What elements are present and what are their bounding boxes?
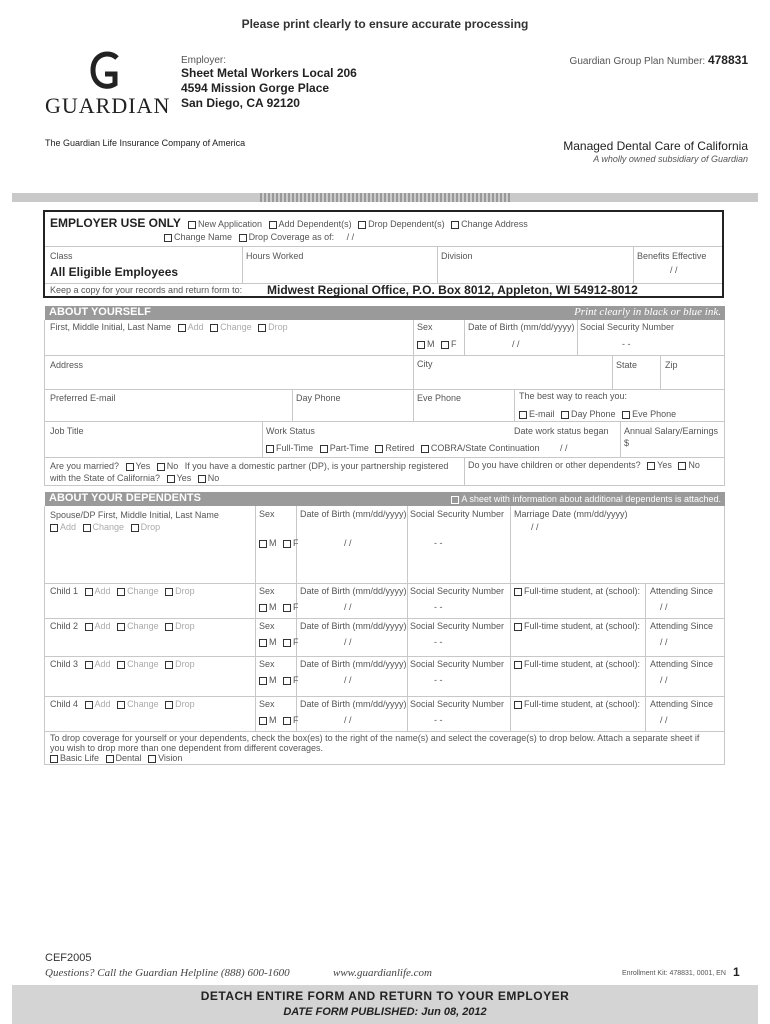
- child-student-checkbox[interactable]: [514, 623, 522, 631]
- child-name-field[interactable]: [50, 659, 195, 669]
- company-name: The Guardian Life Insurance Company of America: [45, 138, 246, 148]
- child-dob-field[interactable]: / /: [344, 675, 352, 685]
- ssn-field[interactable]: - -: [622, 339, 631, 349]
- employer-use-title: EMPLOYER USE ONLY: [50, 216, 181, 230]
- child-label: Child 4: [50, 699, 79, 709]
- dp-yes-label: Yes: [176, 473, 192, 483]
- reach-label: The best way to reach you:: [519, 391, 628, 401]
- reach-day-phone-checkbox[interactable]: [561, 411, 569, 419]
- child-sex-label: Sex: [259, 586, 275, 596]
- child-drop-label: Drop: [175, 586, 195, 596]
- spouse-add-label: Add: [60, 522, 77, 532]
- drop-coverage-label: Drop Coverage as of:: [248, 232, 335, 242]
- name-add-checkbox[interactable]: [178, 324, 186, 332]
- child-sex-f-label: F: [293, 675, 299, 685]
- add-dependents-label: Add Dependent(s): [278, 219, 352, 229]
- child-change-label: Change: [127, 699, 159, 709]
- sheet-note: [447, 493, 721, 506]
- child-student-label: Full-time student, at (school):: [524, 699, 641, 709]
- child-dob-label: Date of Birth (mm/dd/yyyy): [300, 621, 407, 631]
- child-dob-label: Date of Birth (mm/dd/yyyy): [300, 659, 407, 669]
- married-no-checkbox[interactable]: [157, 463, 165, 471]
- child-student-field[interactable]: [510, 621, 640, 631]
- full-time-checkbox[interactable]: [266, 445, 274, 453]
- reach-eve-phone-label: Eve Phone: [632, 409, 677, 419]
- new-application-label: New Application: [197, 219, 263, 229]
- employer-address-2: San Diego, CA 92120: [181, 96, 300, 110]
- division-label: Division: [441, 251, 473, 261]
- hours-worked-label: Hours Worked: [246, 251, 304, 261]
- child-sex-m-label: M: [269, 715, 277, 725]
- child-dob-field[interactable]: / /: [344, 637, 352, 647]
- child-sex-m-label: M: [269, 675, 277, 685]
- spouse-sex-options: [255, 538, 299, 548]
- spouse-add-checkbox[interactable]: [50, 524, 58, 532]
- marriage-date-label: Marriage Date (mm/dd/yyyy): [514, 509, 628, 519]
- benefits-effective-date[interactable]: / /: [670, 265, 678, 275]
- child-dob-label: Date of Birth (mm/dd/yyyy): [300, 586, 407, 596]
- change-address-label: Change Address: [461, 219, 528, 229]
- child-drop-label: Drop: [175, 659, 195, 669]
- dp-question: If you have a domestic partner (DP), is your partnership registered: [184, 461, 449, 471]
- guardian-logo: [45, 50, 171, 120]
- return-address: Midwest Regional Office, P.O. Box 8012, Appleton, WI 54912-8012: [267, 283, 638, 297]
- married-no-label: No: [166, 461, 179, 471]
- dob-label: Date of Birth (mm/dd/yyyy): [468, 322, 575, 332]
- part-time-checkbox[interactable]: [320, 445, 328, 453]
- employer-use-row2: [160, 232, 354, 242]
- name-change-checkbox[interactable]: [210, 324, 218, 332]
- child-attending-label: Attending Since: [650, 699, 714, 709]
- change-name-label: Change Name: [174, 232, 233, 242]
- child-ssn-field[interactable]: - -: [434, 675, 443, 685]
- child-sex-f-checkbox[interactable]: [283, 604, 291, 612]
- cobra-checkbox[interactable]: [421, 445, 429, 453]
- child-ssn-label: Social Security Number: [410, 699, 505, 709]
- dob-field[interactable]: / /: [512, 339, 520, 349]
- sex-m-label: M: [427, 339, 435, 349]
- date-published: DATE FORM PUBLISHED: Jun 08, 2012: [283, 1006, 487, 1018]
- child-drop-checkbox[interactable]: [165, 661, 173, 669]
- reach-email-label: E-mail: [529, 409, 555, 419]
- drop-coverage-note: [50, 733, 720, 763]
- spouse-change-checkbox[interactable]: [83, 524, 91, 532]
- work-date-label: Date work status began: [514, 426, 609, 436]
- child-label: Child 2: [50, 621, 79, 631]
- child-label: Child 3: [50, 659, 79, 669]
- child-dob-field[interactable]: / /: [344, 602, 352, 612]
- name-change-label: Change: [220, 322, 252, 332]
- child-drop-checkbox[interactable]: [165, 588, 173, 596]
- child-drop-checkbox[interactable]: [165, 701, 173, 709]
- return-label: Keep a copy for your records and return form to:: [50, 285, 243, 295]
- drop-coverage-date[interactable]: / /: [346, 232, 355, 242]
- state-label: State: [616, 360, 638, 370]
- child-add-checkbox[interactable]: [85, 701, 93, 709]
- child-attending-label: Attending Since: [650, 621, 714, 631]
- class-value[interactable]: All Eligible Employees: [50, 265, 179, 279]
- child-name-field[interactable]: [50, 621, 195, 631]
- child-ssn-label: Social Security Number: [410, 621, 505, 631]
- day-phone-label: Day Phone: [296, 393, 341, 403]
- child-attending-label: Attending Since: [650, 659, 714, 669]
- name-field[interactable]: [50, 322, 288, 332]
- child-change-checkbox[interactable]: [117, 623, 125, 631]
- child-sex-label: Sex: [259, 699, 275, 709]
- child-student-field[interactable]: [510, 699, 640, 709]
- child-change-label: Change: [127, 621, 159, 631]
- job-title-label: Job Title: [50, 426, 84, 436]
- child-change-checkbox[interactable]: [117, 701, 125, 709]
- child-ssn-field[interactable]: - -: [434, 715, 443, 725]
- name-label: First, Middle Initial, Last Name: [50, 322, 172, 332]
- dependents-title: ABOUT YOUR DEPENDENTS: [49, 492, 201, 504]
- spouse-label: Spouse/DP First, Middle Initial, Last Name: [50, 510, 219, 520]
- child-sex-f-checkbox[interactable]: [283, 677, 291, 685]
- child-sex-m-label: M: [269, 602, 277, 612]
- barcode-strip: [260, 193, 510, 202]
- children-no-label: No: [688, 460, 700, 470]
- child-change-label: Change: [127, 586, 159, 596]
- plan-subtitle: A wholly owned subsidiary of Guardian: [593, 154, 748, 164]
- change-address-checkbox[interactable]: [451, 221, 459, 229]
- group-plan-number: 478831: [707, 53, 748, 67]
- work-status-label: Work Status: [266, 426, 315, 436]
- child-sex-m-checkbox[interactable]: [259, 639, 267, 647]
- spouse-sex-label: Sex: [259, 509, 275, 519]
- marriage-date-field[interactable]: / /: [531, 522, 539, 532]
- child-sex-m-checkbox[interactable]: [259, 717, 267, 725]
- work-date-field[interactable]: / /: [560, 443, 568, 453]
- spouse-sex-f-label: F: [293, 538, 299, 548]
- retired-checkbox[interactable]: [375, 445, 383, 453]
- employer-label: Employer:: [181, 55, 227, 66]
- children-question: [468, 460, 700, 470]
- logo-text: GUARDIAN: [45, 93, 171, 118]
- child-dob-field[interactable]: / /: [344, 715, 352, 725]
- sheet-note-text: A sheet with information about additional dependents is attached.: [461, 494, 721, 504]
- drop-note-line2: you wish to drop more than one dependent from different coverages.: [50, 743, 324, 753]
- reach-options: [515, 409, 676, 419]
- child-label: Child 1: [50, 586, 79, 596]
- child-sex-options: [255, 715, 299, 725]
- dental-label: Dental: [115, 753, 142, 763]
- city-label: City: [417, 359, 433, 369]
- vision-checkbox[interactable]: [148, 755, 156, 763]
- employer-use-row1: [50, 216, 528, 231]
- child-ssn-label: Social Security Number: [410, 586, 505, 596]
- child-add-label: Add: [94, 586, 111, 596]
- married-yes-checkbox[interactable]: [126, 463, 134, 471]
- new-application-checkbox[interactable]: [188, 221, 196, 229]
- child-sex-options: [255, 675, 299, 685]
- spouse-change-label: Change: [92, 522, 125, 532]
- child-attending-field[interactable]: / /: [660, 637, 668, 647]
- enrollment-kit: Enrollment Kit: 478831, 0001, EN: [622, 970, 726, 977]
- group-plan-label: Guardian Group Plan Number:: [569, 56, 706, 67]
- part-time-label: Part-Time: [329, 443, 369, 453]
- change-name-checkbox[interactable]: [164, 234, 172, 242]
- child-sex-m-checkbox[interactable]: [259, 604, 267, 612]
- child-name-field[interactable]: [50, 586, 195, 596]
- child-change-checkbox[interactable]: [117, 588, 125, 596]
- child-sex-f-checkbox[interactable]: [283, 717, 291, 725]
- employer-name: Sheet Metal Workers Local 206: [181, 66, 357, 80]
- spouse-ssn-label: Social Security Number: [410, 509, 505, 519]
- name-drop-checkbox[interactable]: [258, 324, 266, 332]
- dp-yes-checkbox[interactable]: [167, 475, 175, 483]
- website[interactable]: www.guardianlife.com: [333, 967, 432, 979]
- child-attending-label: Attending Since: [650, 586, 714, 596]
- full-time-label: Full-Time: [276, 443, 314, 453]
- plan-title: Managed Dental Care of California: [563, 139, 748, 153]
- group-plan: [570, 53, 748, 67]
- vision-label: Vision: [158, 753, 183, 763]
- drop-dependents-label: Drop Dependent(s): [368, 219, 445, 229]
- salary-label: Annual Salary/Earnings: [624, 426, 719, 436]
- ink-note: Print clearly in black or blue ink.: [574, 306, 721, 318]
- about-yourself-bar: [45, 306, 725, 320]
- employer-address-1: 4594 Mission Gorge Place: [181, 81, 330, 95]
- dp-question-2: with the State of California?: [50, 473, 161, 483]
- child-drop-label: Drop: [175, 699, 195, 709]
- employer-block: [181, 66, 357, 111]
- guardian-g-icon: [87, 50, 127, 92]
- spouse-name-field[interactable]: [50, 509, 219, 533]
- reach-eve-phone-checkbox[interactable]: [622, 411, 630, 419]
- helpline: Questions? Call the Guardian Helpline (888) 600-1600: [45, 967, 290, 979]
- child-add-label: Add: [94, 621, 111, 631]
- spouse-sex-f-checkbox[interactable]: [283, 540, 291, 548]
- child-sex-label: Sex: [259, 621, 275, 631]
- basic-life-checkbox[interactable]: [50, 755, 58, 763]
- child-sex-m-checkbox[interactable]: [259, 677, 267, 685]
- cobra-label: COBRA/State Continuation: [430, 443, 540, 453]
- detach-instruction: DETACH ENTIRE FORM AND RETURN TO YOUR EMPLOYER: [200, 989, 570, 1003]
- child-attending-field[interactable]: / /: [660, 675, 668, 685]
- print-instruction: Please print clearly to ensure accurate processing: [241, 17, 529, 31]
- child-student-checkbox[interactable]: [514, 588, 522, 596]
- dependents-bar: [45, 492, 725, 506]
- child-drop-label: Drop: [175, 621, 195, 631]
- child-add-checkbox[interactable]: [85, 623, 93, 631]
- married-question: Are you married?: [50, 461, 120, 471]
- work-status-options: [262, 443, 539, 453]
- child-add-checkbox[interactable]: [85, 661, 93, 669]
- footer-band: [12, 985, 758, 1024]
- child-add-checkbox[interactable]: [85, 588, 93, 596]
- ssn-label: Social Security Number: [580, 322, 675, 332]
- child-name-field[interactable]: [50, 699, 195, 709]
- child-student-field[interactable]: [510, 586, 640, 596]
- child-change-label: Change: [127, 659, 159, 669]
- child-drop-checkbox[interactable]: [165, 623, 173, 631]
- child-ssn-field[interactable]: - -: [434, 602, 443, 612]
- child-student-label: Full-time student, at (school):: [524, 659, 641, 669]
- child-change-checkbox[interactable]: [117, 661, 125, 669]
- sheet-attached-checkbox[interactable]: [451, 496, 459, 504]
- form-code: CEF2005: [45, 952, 92, 964]
- child-sex-options: [255, 602, 299, 612]
- reach-day-phone-label: Day Phone: [571, 409, 616, 419]
- spouse-drop-checkbox[interactable]: [131, 524, 139, 532]
- email-label: Preferred E-mail: [50, 393, 116, 403]
- spouse-sex-m-checkbox[interactable]: [259, 540, 267, 548]
- child-add-label: Add: [94, 699, 111, 709]
- child-add-label: Add: [94, 659, 111, 669]
- child-attending-field[interactable]: / /: [660, 602, 668, 612]
- benefits-effective-label: Benefits Effective: [637, 251, 707, 261]
- child-student-label: Full-time student, at (school):: [524, 586, 641, 596]
- child-ssn-field[interactable]: - -: [434, 637, 443, 647]
- salary-field[interactable]: $: [624, 438, 630, 448]
- dependents-box: [44, 506, 725, 765]
- about-yourself-title: ABOUT YOURSELF: [49, 306, 151, 318]
- child-sex-f-checkbox[interactable]: [283, 639, 291, 647]
- spouse-ssn-field[interactable]: - -: [434, 538, 443, 548]
- child-student-checkbox[interactable]: [514, 701, 522, 709]
- class-label: Class: [50, 251, 73, 261]
- sex-f-checkbox[interactable]: [441, 341, 449, 349]
- address-label: Address: [50, 360, 84, 370]
- sex-label: Sex: [417, 322, 433, 332]
- dental-checkbox[interactable]: [106, 755, 114, 763]
- zip-label: Zip: [665, 360, 678, 370]
- retired-label: Retired: [385, 443, 415, 453]
- children-question-text: Do you have children or other dependents?: [468, 460, 641, 470]
- basic-life-label: Basic Life: [60, 753, 100, 763]
- child-sex-label: Sex: [259, 659, 275, 669]
- child-sex-options: [255, 637, 299, 647]
- children-no-checkbox[interactable]: [678, 462, 686, 470]
- spouse-dob-field[interactable]: / /: [344, 538, 352, 548]
- sex-f-label: F: [451, 339, 457, 349]
- eve-phone-label: Eve Phone: [417, 393, 462, 403]
- child-ssn-label: Social Security Number: [410, 659, 505, 669]
- name-add-label: Add: [187, 322, 204, 332]
- child-attending-field[interactable]: / /: [660, 715, 668, 725]
- children-yes-checkbox[interactable]: [647, 462, 655, 470]
- drop-note-line1: To drop coverage for yourself or your dependents, check the box(es) to the right of the name(s) and select the coverage(s) to drop below. Attach a separate sheet if: [50, 733, 700, 743]
- drop-dependents-checkbox[interactable]: [358, 221, 366, 229]
- married-yes-label: Yes: [135, 461, 151, 471]
- spouse-dob-label: Date of Birth (mm/dd/yyyy): [300, 509, 407, 519]
- name-drop-label: Drop: [268, 322, 288, 332]
- sex-m-checkbox[interactable]: [417, 341, 425, 349]
- drop-coverage-checkbox[interactable]: [239, 234, 247, 242]
- add-dependents-checkbox[interactable]: [269, 221, 277, 229]
- child-sex-m-label: M: [269, 637, 277, 647]
- child-sex-f-label: F: [293, 715, 299, 725]
- child-student-label: Full-time student, at (school):: [524, 621, 641, 631]
- page-number: 1: [733, 965, 740, 979]
- dp-no-checkbox[interactable]: [198, 475, 206, 483]
- marital-question: [50, 460, 470, 484]
- reach-email-checkbox[interactable]: [519, 411, 527, 419]
- child-student-checkbox[interactable]: [514, 661, 522, 669]
- children-yes-label: Yes: [657, 460, 672, 470]
- child-sex-f-label: F: [293, 637, 299, 647]
- child-dob-label: Date of Birth (mm/dd/yyyy): [300, 699, 407, 709]
- spouse-drop-label: Drop: [140, 522, 161, 532]
- sex-options: [413, 339, 457, 349]
- child-sex-f-label: F: [293, 602, 299, 612]
- child-student-field[interactable]: [510, 659, 640, 669]
- dp-no-label: No: [207, 473, 220, 483]
- spouse-sex-m-label: M: [269, 538, 277, 548]
